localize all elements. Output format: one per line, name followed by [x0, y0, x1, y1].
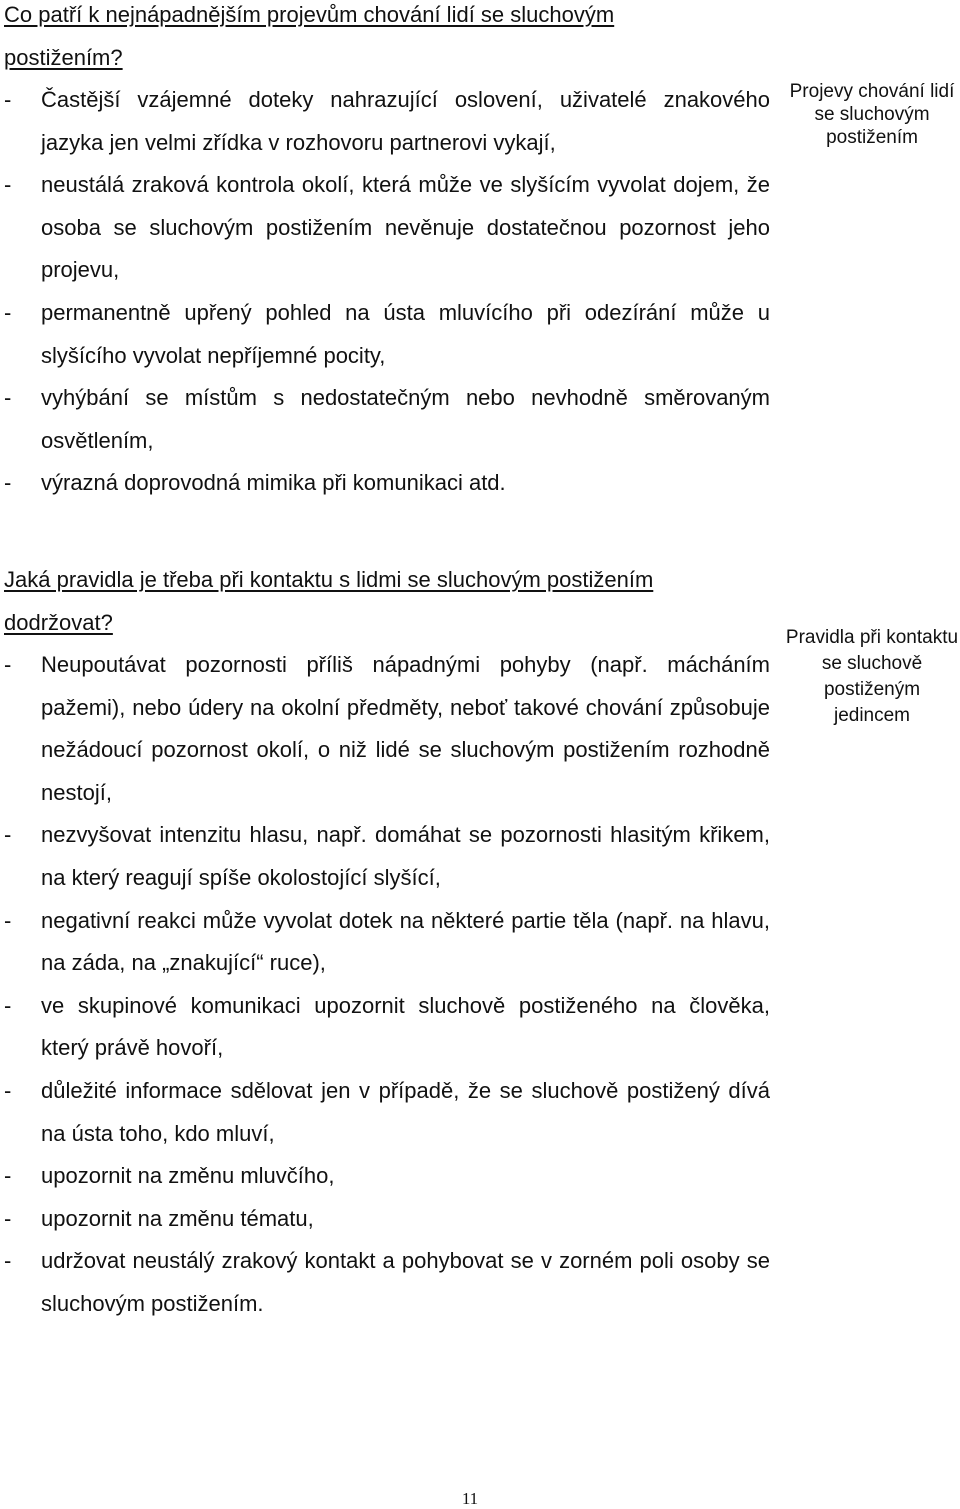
list-item-text: důležité informace sdělovat jen v případě, že se sluchově postižený dívá na ústa toho, kdo mluví, [41, 1077, 770, 1146]
list-item [4, 1198, 770, 1241]
list-dash: - [4, 470, 12, 496]
list-item-text: permanentně upřený pohled na ústa mluvícího při odezírání může u slyšícího vyvolat nepříjemné pocity, [41, 299, 770, 368]
list-item [4, 1240, 770, 1325]
list-dash: - [4, 87, 12, 112]
list-dash: - [4, 822, 12, 848]
list-dash: - [4, 299, 12, 325]
list-item [4, 644, 770, 814]
heading-line-1: Co patří k nejnápadnějším projevům chování lidí se sluchovým [4, 2, 615, 27]
list-dash: - [4, 1077, 12, 1103]
behaviour-list [4, 79, 770, 505]
list-dash: - [4, 385, 12, 411]
heading-line-2: postižením? [4, 45, 123, 70]
list-item-text: ve skupinové komunikaci upozornit sluchově postiženého na člověka, který právě hovoří, [41, 992, 770, 1061]
rules-list [4, 644, 770, 1326]
margin-note-behaviour: Projevy chování lidí se sluchovým postižením [789, 81, 955, 148]
list-dash: - [4, 1163, 12, 1189]
list-item-text: Neupoutávat pozornosti příliš nápadnými pohyby (např. mácháním pažemi), nebo údery na okolní předměty, neboť takové chování způsobuje nežádoucí pozornost okolí, o niž lidé se sluchovým postižením rozhodně nestojí, [41, 652, 770, 805]
section-heading [4, 558, 770, 644]
list-item-text: nezvyšovat intenzitu hlasu, např. domáhat se pozornosti hlasitým křikem, na který reagují spíše okolostojící slyšící, [41, 822, 770, 890]
section-behaviour [4, 0, 770, 505]
list-item-text: Častější vzájemné doteky nahrazující oslovení, uživatelé znakového jazyka jen velmi zřídka v rozhovoru partnerovi vykají, [41, 87, 770, 155]
list-dash: - [4, 992, 12, 1018]
list-item [4, 79, 770, 164]
list-item-text: výrazná doprovodná mimika při komunikaci atd. [41, 470, 506, 496]
list-item [4, 292, 770, 377]
list-item [4, 985, 770, 1070]
list-item-text: upozornit na změnu tématu, [41, 1205, 314, 1231]
list-item [4, 900, 770, 985]
heading-line-2: dodržovat? [4, 610, 113, 635]
list-item [4, 462, 770, 505]
page-number: 11 [461, 1489, 479, 1508]
list-dash: - [4, 172, 12, 198]
section-rules [4, 558, 770, 1326]
list-item-text: vyhýbání se místům s nedostatečným nebo nevhodně směrovaným osvětlením, [41, 385, 770, 453]
margin-note-rules: Pravidla při kontaktu se sluchově postiženým jedincem [785, 627, 959, 726]
list-item [4, 814, 770, 899]
list-dash: - [4, 907, 12, 933]
list-item [4, 164, 770, 292]
list-dash: - [4, 652, 12, 677]
list-item [4, 1070, 770, 1155]
list-dash: - [4, 1248, 12, 1274]
list-item-text: negativní reakci může vyvolat dotek na některé partie těla (např. na hlavu, na záda, na „znakující“ ruce), [41, 907, 770, 976]
list-item-text: upozornit na změnu mluvčího, [41, 1163, 335, 1189]
list-dash: - [4, 1205, 12, 1231]
list-item-text: neustálá zraková kontrola okolí, která může ve slyšícím vyvolat dojem, že osoba se sluchovým postižením nevěnuje dostatečnou pozornost jeho projevu, [41, 172, 770, 283]
heading-line-1: Jaká pravidla je třeba při kontaktu s lidmi se sluchovým postižením [4, 567, 654, 592]
list-item [4, 377, 770, 462]
list-item-text: udržovat neustálý zrakový kontakt a pohybovat se v zorném poli osoby se sluchovým postižením. [41, 1248, 770, 1316]
section-heading [4, 0, 770, 79]
list-item [4, 1155, 770, 1198]
